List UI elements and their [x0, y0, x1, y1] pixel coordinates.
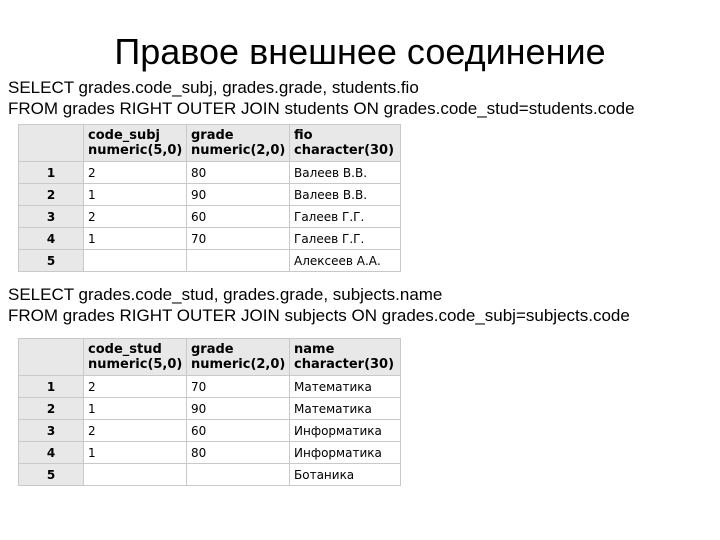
- table-row[interactable]: [19, 398, 401, 420]
- table-row[interactable]: [19, 442, 401, 464]
- cell-name[interactable]: Информатика: [290, 420, 401, 442]
- cell-name[interactable]: Математика: [290, 398, 401, 420]
- cell-code-stud[interactable]: 2: [84, 420, 187, 442]
- cell-name[interactable]: Информатика: [290, 442, 401, 464]
- cell-grade[interactable]: 80: [187, 162, 290, 184]
- column-type: character(30): [294, 357, 395, 372]
- cell-code-subj[interactable]: 1: [84, 184, 187, 206]
- cell-fio[interactable]: Алексеев А.А.: [290, 250, 401, 272]
- sql-query-2-select: SELECT grades.code_stud, grades.grade, subjects.name: [8, 285, 443, 304]
- sql-query-1-select: SELECT grades.code_subj, grades.grade, students.fio: [8, 78, 419, 97]
- column-type: numeric(5,0): [88, 143, 183, 158]
- grid-header-row: [19, 125, 401, 162]
- cell-code-subj[interactable]: 2: [84, 162, 187, 184]
- cell-fio[interactable]: Галеев Г.Г.: [290, 228, 401, 250]
- cell-name[interactable]: Ботаника: [290, 464, 401, 486]
- cell-code-subj[interactable]: 2: [84, 206, 187, 228]
- table-row[interactable]: [19, 162, 401, 184]
- sql-query-1-from: FROM grades RIGHT OUTER JOIN students ON grades.code_stud=students.code: [8, 99, 635, 118]
- column-header-fio[interactable]: [290, 125, 401, 162]
- cell-grade[interactable]: 90: [187, 398, 290, 420]
- cell-name[interactable]: Математика: [290, 376, 401, 398]
- result-grid-1: [18, 124, 401, 272]
- result-grid-2: [18, 338, 401, 486]
- table-row[interactable]: [19, 206, 401, 228]
- column-header-code-subj[interactable]: [84, 125, 187, 162]
- column-name: name: [294, 342, 335, 357]
- cell-grade[interactable]: 70: [187, 376, 290, 398]
- row-number[interactable]: 2: [19, 398, 84, 420]
- cell-grade[interactable]: 70: [187, 228, 290, 250]
- row-number[interactable]: 3: [19, 420, 84, 442]
- column-name: code_stud: [88, 342, 162, 357]
- cell-code-stud[interactable]: 1: [84, 398, 187, 420]
- grid-corner-cell: [19, 125, 84, 162]
- cell-code-stud[interactable]: [84, 464, 187, 486]
- table-row[interactable]: [19, 184, 401, 206]
- grid-header-row: [19, 339, 401, 376]
- cell-grade[interactable]: 80: [187, 442, 290, 464]
- column-name: grade: [191, 342, 234, 357]
- cell-grade[interactable]: [187, 250, 290, 272]
- grid-corner-cell: [19, 339, 84, 376]
- cell-fio[interactable]: Валеев В.В.: [290, 184, 401, 206]
- column-header-grade[interactable]: [187, 339, 290, 376]
- sql-query-2-from: FROM grades RIGHT OUTER JOIN subjects ON grades.code_subj=subjects.code: [8, 306, 630, 325]
- sql-query-2: [8, 284, 720, 326]
- cell-code-stud[interactable]: 2: [84, 376, 187, 398]
- cell-code-stud[interactable]: 1: [84, 442, 187, 464]
- row-number[interactable]: 1: [19, 162, 84, 184]
- cell-code-subj[interactable]: [84, 250, 187, 272]
- column-type: character(30): [294, 143, 395, 158]
- table-row[interactable]: [19, 228, 401, 250]
- cell-grade[interactable]: 60: [187, 206, 290, 228]
- table-row[interactable]: [19, 250, 401, 272]
- row-number[interactable]: 2: [19, 184, 84, 206]
- column-type: numeric(2,0): [191, 143, 286, 158]
- table-row[interactable]: [19, 464, 401, 486]
- cell-code-subj[interactable]: 1: [84, 228, 187, 250]
- column-header-grade[interactable]: [187, 125, 290, 162]
- column-header-code-stud[interactable]: [84, 339, 187, 376]
- column-name: grade: [191, 128, 234, 143]
- row-number[interactable]: 4: [19, 442, 84, 464]
- cell-fio[interactable]: Галеев Г.Г.: [290, 206, 401, 228]
- cell-grade[interactable]: 60: [187, 420, 290, 442]
- column-name: fio: [294, 128, 313, 143]
- column-type: numeric(2,0): [191, 357, 286, 372]
- sql-query-1: [8, 77, 720, 119]
- row-number[interactable]: 5: [19, 464, 84, 486]
- column-type: numeric(5,0): [88, 357, 183, 372]
- cell-grade[interactable]: [187, 464, 290, 486]
- cell-grade[interactable]: 90: [187, 184, 290, 206]
- row-number[interactable]: 5: [19, 250, 84, 272]
- slide-title: Правое внешнее соединение: [114, 31, 606, 72]
- column-header-name[interactable]: [290, 339, 401, 376]
- row-number[interactable]: 4: [19, 228, 84, 250]
- column-name: code_subj: [88, 128, 161, 143]
- cell-fio[interactable]: Валеев В.В.: [290, 162, 401, 184]
- row-number[interactable]: 1: [19, 376, 84, 398]
- row-number[interactable]: 3: [19, 206, 84, 228]
- table-row[interactable]: [19, 420, 401, 442]
- table-row[interactable]: [19, 376, 401, 398]
